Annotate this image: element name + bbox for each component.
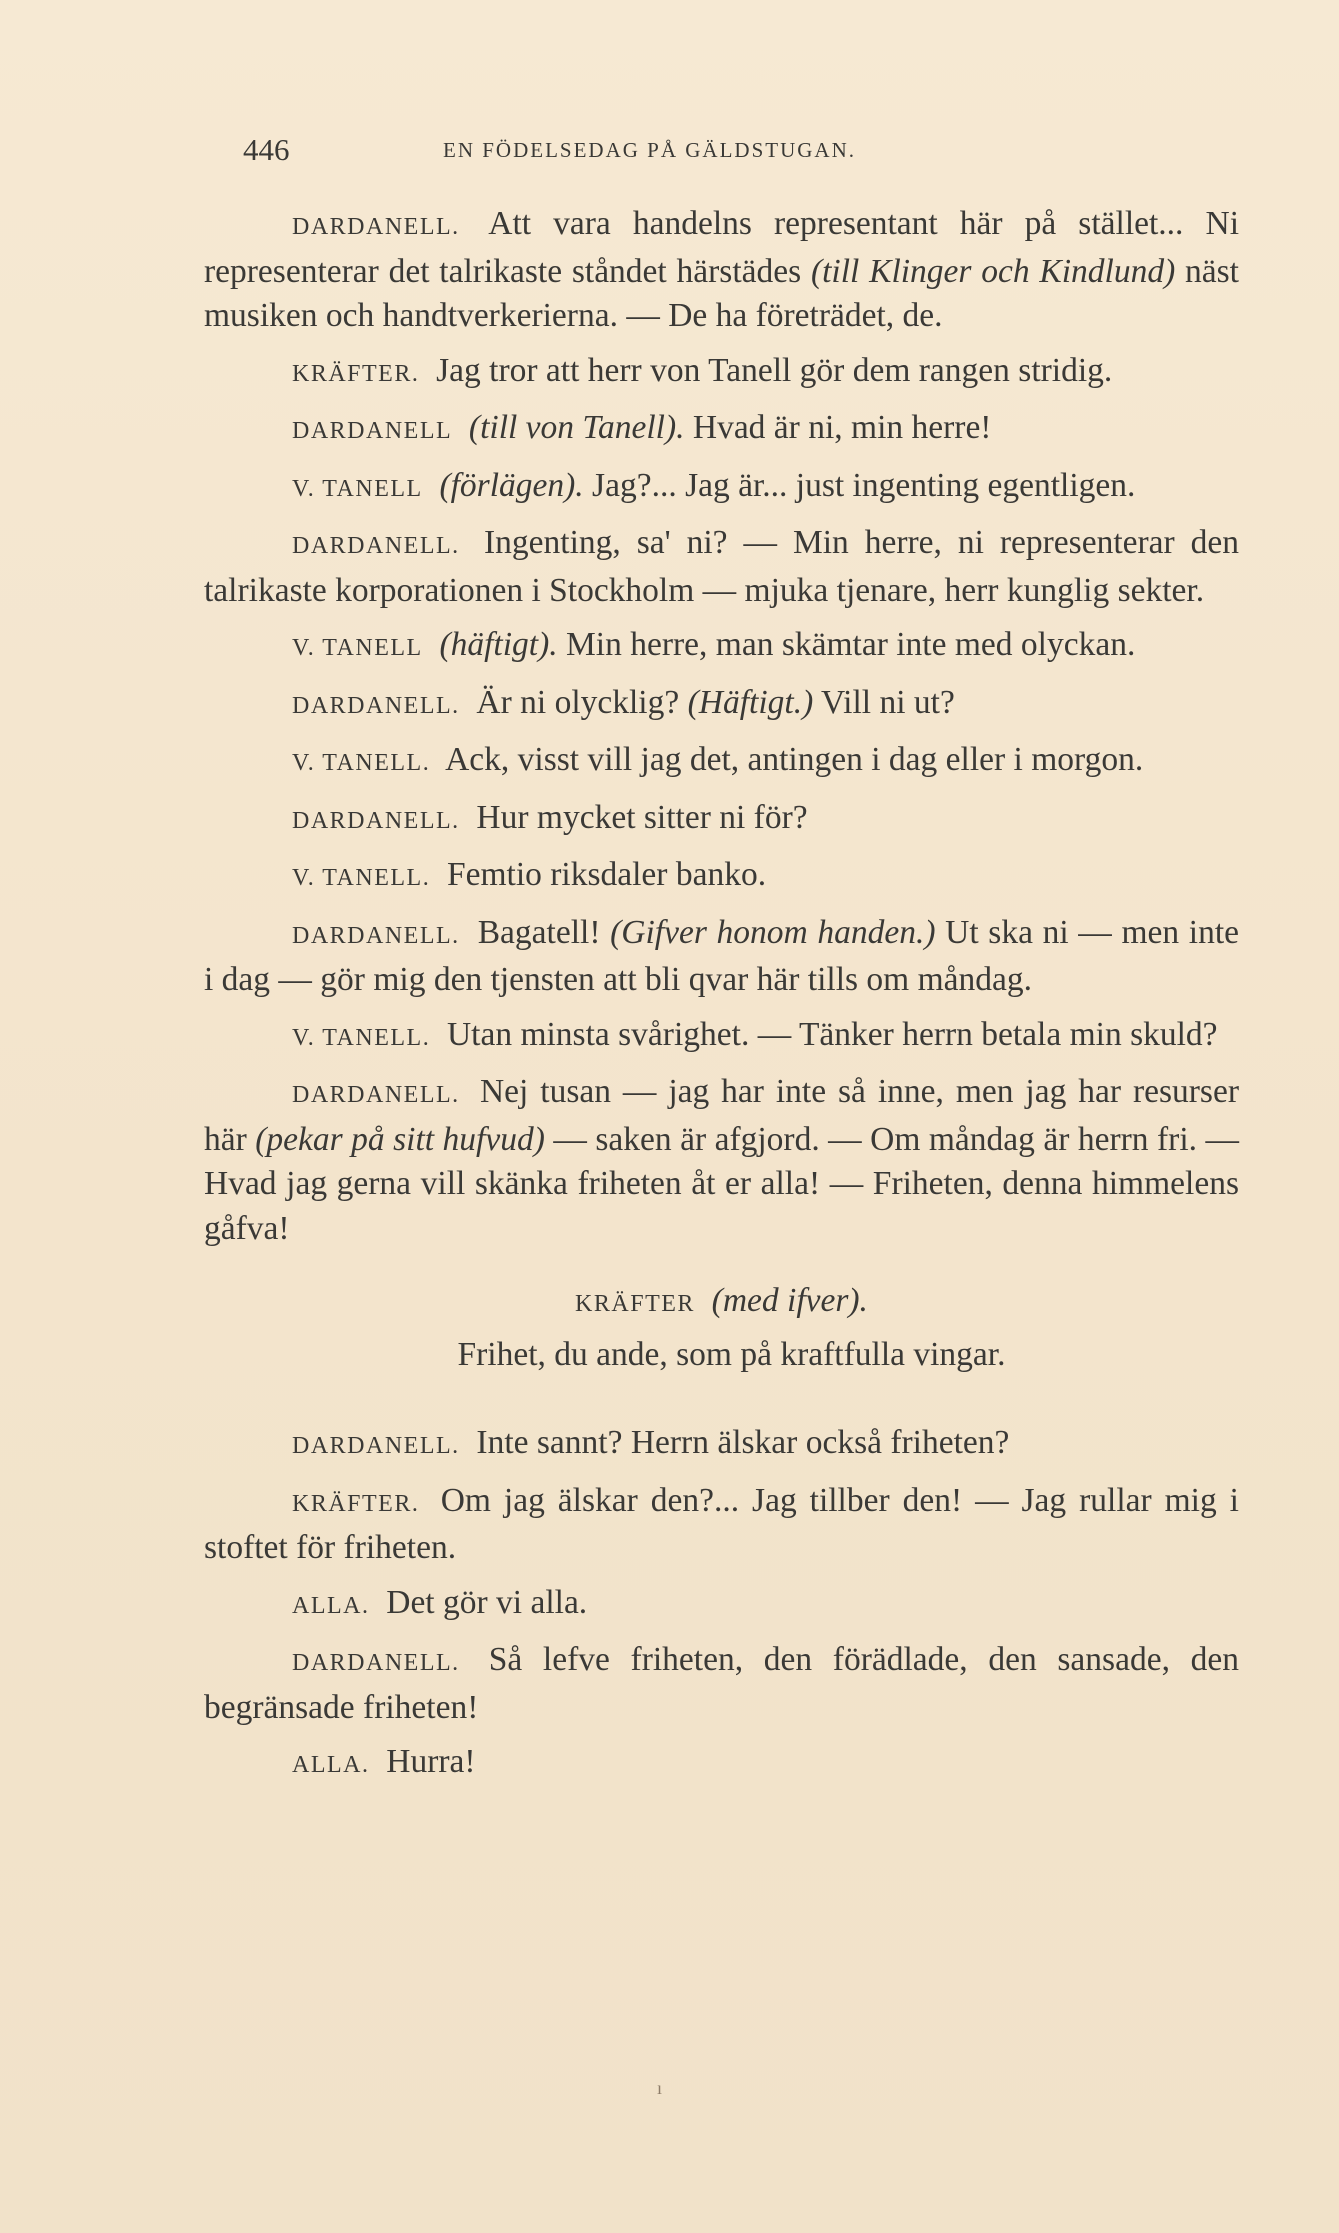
speech-text: näst musiken och handtverkerierna. — De ha företrädet, de. [204, 252, 1239, 334]
speaker-name: ALLA. [292, 1752, 370, 1778]
speech-text: Nej tusan — jag har inte så inne, men jag har resurser här [204, 1073, 1239, 1158]
speech-paragraph [204, 1740, 1239, 1788]
printer-mark: ı [657, 2078, 663, 2098]
speech-paragraph [204, 623, 1239, 671]
speech-paragraph [204, 681, 1239, 729]
speech-paragraph [204, 1581, 1239, 1629]
stage-direction: (Häftigt.) [687, 683, 814, 721]
dialogue-text [204, 202, 1239, 1798]
speech-text: Jag?... Jag är... just ingenting egentligen. [592, 466, 1136, 504]
speaker-name: V. TANELL. [292, 865, 431, 891]
speech-text: Inte sannt? Herrn älskar också friheten? [476, 1424, 1010, 1461]
speech-text: Att vara handelns representant här på stället... Ni representerar det talrikaste ståndet härstädes [204, 205, 1240, 290]
speech-paragraph [204, 738, 1239, 786]
stage-direction: (till Klinger och Kindlund) [810, 252, 1176, 290]
song-heading [204, 1279, 1239, 1327]
speech-paragraph [204, 853, 1239, 901]
speech-paragraph [204, 521, 1239, 613]
stage-direction: (häftigt). [439, 626, 558, 663]
speech-text: Utan minsta svårighet. — Tänker herrn betala min skuld? [446, 1015, 1218, 1053]
page-header [243, 132, 1243, 172]
speech-paragraph [204, 1421, 1239, 1469]
speech-paragraph [204, 1479, 1239, 1571]
stage-direction: (pekar på sitt hufvud) [255, 1120, 545, 1158]
speech-text: Ingenting, sa' ni? — Min herre, ni representerar den talrikaste korporationen i Stockholm — mjuka tjenare, herr kunglig sekter. [204, 524, 1239, 609]
speech-text: Vill ni ut? [813, 683, 955, 721]
speaker-name: DARDANELL. [292, 533, 460, 559]
speech-paragraph [204, 1013, 1239, 1061]
speech-text: Jag tror att herr von Tanell gör dem rangen stridig. [436, 351, 1113, 389]
speech-text: Hvad är ni, min herre! [692, 409, 992, 446]
song-block [204, 1279, 1239, 1377]
speech-paragraph [204, 1070, 1239, 1251]
speaker-name: KRÄFTER [575, 1291, 695, 1317]
song-verse: Frihet, du ande, som på kraftfulla vingar. [457, 1335, 1006, 1373]
speaker-name: V. TANELL. [292, 750, 431, 776]
stage-direction: (Gifver honom handen.) [610, 913, 936, 951]
speech-text: Det gör vi alla. [386, 1583, 588, 1621]
speech-text: Hurra! [386, 1743, 476, 1780]
speaker-name: KRÄFTER. [292, 1490, 420, 1517]
speaker-name: ALLA. [292, 1592, 370, 1619]
speaker-name: DARDANELL [292, 418, 453, 444]
speech-paragraph [204, 796, 1239, 844]
speech-paragraph [204, 202, 1239, 339]
speech-text: Så lefve friheten, den förädlade, den sansade, den begränsade friheten! [204, 1641, 1239, 1726]
speaker-name: DARDANELL. [292, 807, 460, 834]
speech-text: Ut ska ni — men inte i dag — gör mig den tjensten att bli qvar här tills om måndag. [204, 913, 1240, 998]
stage-direction: (förlägen). [439, 466, 584, 504]
running-title: EN FÖDELSEDAG PÅ GÄLDSTUGAN. [443, 138, 856, 162]
speech-paragraph [204, 464, 1239, 512]
speech-text: Hur mycket sitter ni för? [476, 798, 808, 836]
speaker-name: DARDANELL. [292, 214, 460, 240]
speaker-name: DARDANELL. [292, 692, 460, 719]
speech-text: Femtio riksdaler banko. [446, 856, 767, 893]
speaker-name: DARDANELL. [292, 1650, 460, 1676]
speech-text: Bagatell! [477, 913, 611, 951]
speech-paragraph [204, 406, 1239, 454]
speech-text: Är ni olycklig? [476, 683, 688, 721]
speaker-name: DARDANELL. [292, 922, 460, 949]
stage-direction: (med ifver). [711, 1282, 868, 1319]
speech-text: Ack, visst vill jag det, antingen i dag eller i morgon. [445, 741, 1144, 778]
speech-paragraph [204, 1638, 1239, 1730]
speaker-name: KRÄFTER. [292, 360, 420, 387]
speech-paragraph [204, 911, 1239, 1003]
speaker-name: V. TANELL [292, 475, 423, 502]
speech-text: — saken är afgjord. — Om måndag är herrn fri. — Hvad jag gerna vill skänka friheten åt er alla! — Friheten, denna himmelens gåfva! [204, 1120, 1239, 1247]
speech-text: Min herre, man skämtar inte med olyckan. [566, 626, 1136, 663]
stage-direction: (till von Tanell). [468, 409, 685, 446]
speech-paragraph [204, 349, 1239, 397]
speaker-name: V. TANELL [292, 635, 423, 661]
speaker-name: DARDANELL. [292, 1082, 460, 1108]
speaker-name: V. TANELL. [292, 1024, 431, 1051]
speech-text: Om jag älskar den?... Jag tillber den! — Jag rullar mig i stoftet för friheten. [204, 1481, 1239, 1566]
speaker-name: DARDANELL. [292, 1433, 460, 1459]
page-number: 446 [243, 132, 290, 167]
